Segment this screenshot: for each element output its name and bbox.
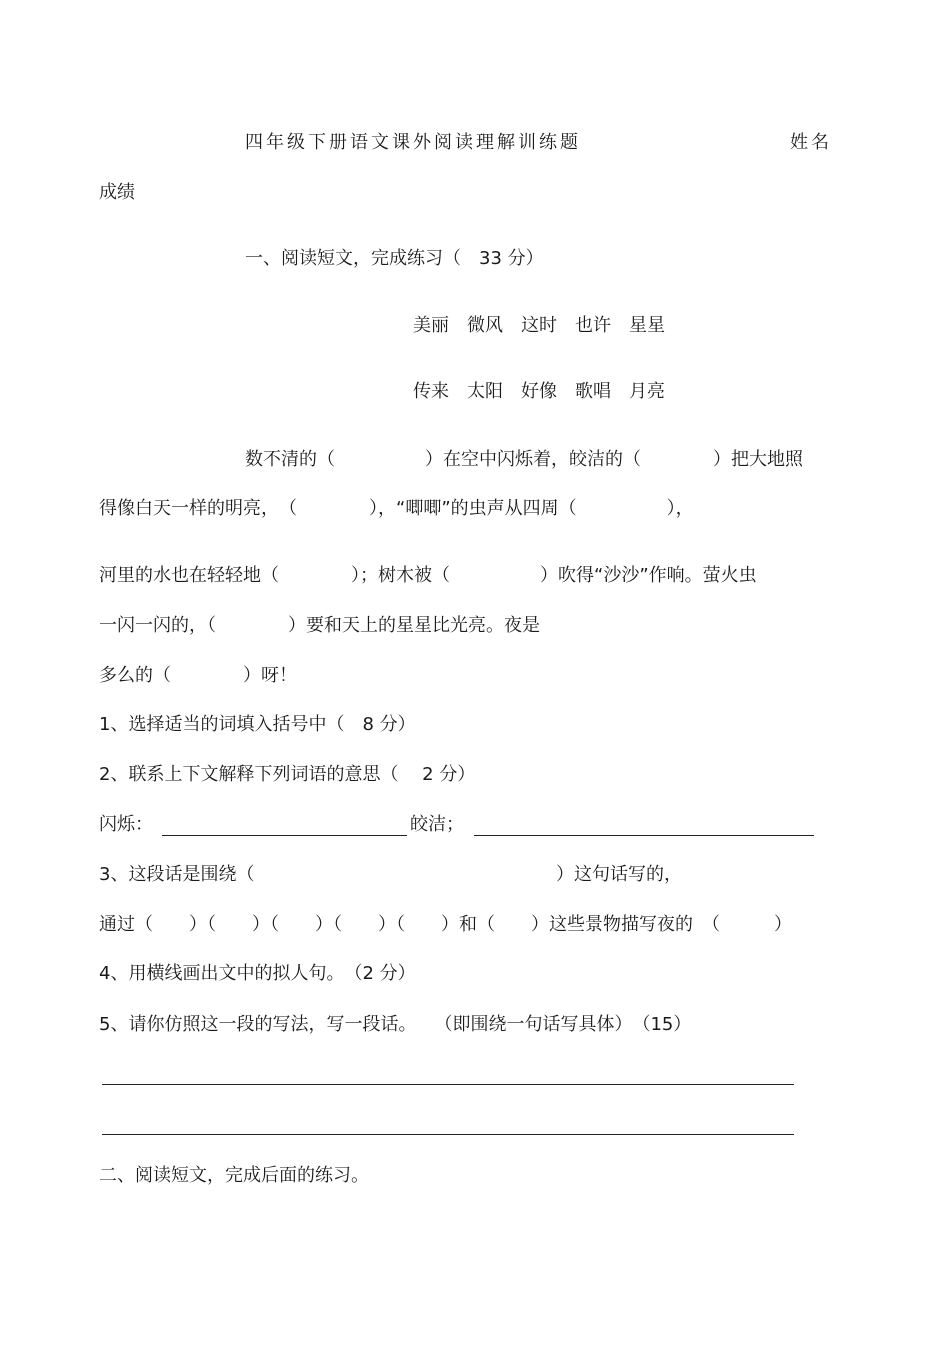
- word-bank-row-1: 美丽 微风 这时 也许 星星: [413, 315, 665, 336]
- q5-answer-line-1[interactable]: [102, 1084, 794, 1085]
- q2-word-2-label: 皎洁；: [410, 814, 464, 835]
- question-1: 1、选择适当的词填入括号中（ 8 分）: [99, 714, 416, 735]
- q2-word-1-label: 闪烁：: [99, 814, 153, 835]
- question-3-line-2: 通过（ ）（ ）（ ）（ ）（ ）和（ ）这些景物描写夜的 （ ）: [99, 914, 792, 935]
- page-title: 四年级下册语文课外阅读理解训练题: [245, 132, 581, 153]
- passage-line-3: 河里的水也在轻轻地（ ）；树木被（ ）吹得“沙沙”作响。萤火虫: [99, 565, 757, 586]
- section-2-heading: 二、阅读短文，完成后面的练习。: [99, 1165, 369, 1186]
- q2-answer-line-2[interactable]: [474, 835, 814, 836]
- q2-answer-line-1[interactable]: [162, 835, 407, 836]
- word-bank-row-2: 传来 太阳 好像 歌唱 月亮: [413, 381, 665, 402]
- question-3-start: 3、这段话是围绕（: [99, 864, 255, 885]
- question-2: 2、联系上下文解释下列词语的意思（ 2 分）: [99, 764, 476, 785]
- passage-line-1: 数不清的（ ）在空中闪烁着，皎洁的（ ）把大地照: [245, 449, 803, 470]
- name-label: 姓名: [790, 132, 832, 153]
- score-label: 成绩: [99, 182, 135, 203]
- question-5: 5、请你仿照这一段的写法，写一段话。 （即围绕一句话写具体） （15）: [99, 1014, 692, 1035]
- q5-answer-line-2[interactable]: [102, 1134, 794, 1135]
- question-4: 4、用横线画出文中的拟人句。 （2 分）: [99, 963, 416, 984]
- section-1-heading: 一、阅读短文，完成练习（ 33 分）: [245, 248, 544, 269]
- question-3-end: ）这句话写的，: [556, 864, 682, 885]
- passage-line-5: 多么的（ ）呀！: [99, 665, 297, 686]
- passage-line-4: 一闪一闪的，（ ）要和天上的星星比光亮。夜是: [99, 615, 540, 636]
- passage-line-2: 得像白天一样的明亮， （ ），“唧唧”的虫声从四周（ ），: [99, 498, 694, 519]
